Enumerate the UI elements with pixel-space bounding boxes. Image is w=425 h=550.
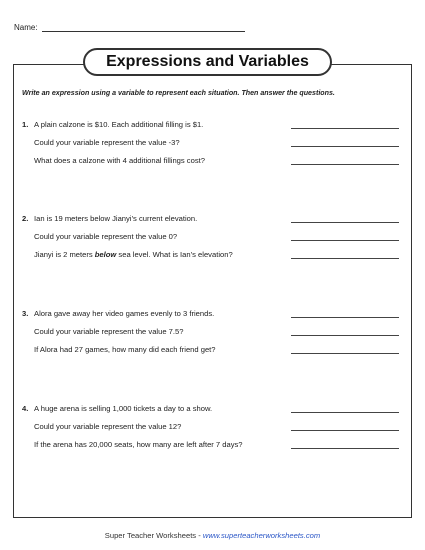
question-text: Could your variable represent the value 7.5?	[34, 327, 184, 336]
question-text: A plain calzone is $10. Each additional filling is $1.	[34, 120, 204, 129]
answer-line[interactable]	[291, 335, 399, 336]
name-label: Name:	[14, 23, 38, 32]
question-text: A huge arena is selling 1,000 tickets a day to a show.	[34, 404, 213, 413]
question-row	[22, 404, 402, 422]
question-text: Alora gave away her video games evenly to 3 friends.	[34, 309, 215, 318]
footer-url[interactable]: www.superteacherworksheets.com	[202, 531, 321, 540]
instructions: Write an expression using a variable to represent each situation. Then answer the questions.	[22, 89, 335, 97]
footer-separator: -	[196, 531, 203, 540]
question-row	[22, 138, 402, 156]
question-text: If the arena has 20,000 seats, how many are left after 7 days?	[34, 440, 243, 449]
question-row	[22, 309, 402, 327]
problem-number: 2.	[22, 214, 29, 223]
question-row	[22, 120, 402, 138]
question-text: If Alora had 27 games, how many did each friend get?	[34, 345, 216, 354]
answer-line[interactable]	[291, 430, 399, 431]
question-text: Jianyi is 2 meters below sea level. What is Ian’s elevation?	[34, 250, 233, 259]
answer-line[interactable]	[291, 164, 399, 165]
answer-line[interactable]	[291, 240, 399, 241]
name-input-line[interactable]	[42, 23, 245, 32]
problem-number: 3.	[22, 309, 29, 318]
problem-4	[22, 404, 402, 458]
question-text: Ian is 19 meters below Jianyi’s current elevation.	[34, 214, 198, 223]
problem-3	[22, 309, 402, 363]
answer-line[interactable]	[291, 317, 399, 318]
question-text: Could your variable represent the value -3?	[34, 138, 180, 147]
answer-line[interactable]	[291, 353, 399, 354]
question-row	[22, 327, 402, 345]
footer	[0, 531, 425, 540]
question-text: What does a calzone with 4 additional fillings cost?	[34, 156, 205, 165]
worksheet-title: Expressions and Variables	[83, 48, 332, 76]
question-text: Could your variable represent the value 0?	[34, 232, 178, 241]
question-row	[22, 250, 402, 268]
name-row	[14, 23, 245, 32]
question-row	[22, 422, 402, 440]
problem-2	[22, 214, 402, 268]
question-row	[22, 345, 402, 363]
problem-number: 4.	[22, 404, 29, 413]
answer-line[interactable]	[291, 128, 399, 129]
answer-line[interactable]	[291, 412, 399, 413]
answer-line[interactable]	[291, 146, 399, 147]
question-row	[22, 232, 402, 250]
question-text: Could your variable represent the value 12?	[34, 422, 182, 431]
problem-1	[22, 120, 402, 174]
answer-line[interactable]	[291, 258, 399, 259]
answer-line[interactable]	[291, 448, 399, 449]
problem-number: 1.	[22, 120, 29, 129]
question-row	[22, 214, 402, 232]
question-row	[22, 440, 402, 458]
footer-brand: Super Teacher Worksheets	[104, 531, 197, 540]
emphasis-text: below	[94, 250, 117, 259]
answer-line[interactable]	[291, 222, 399, 223]
question-row	[22, 156, 402, 174]
